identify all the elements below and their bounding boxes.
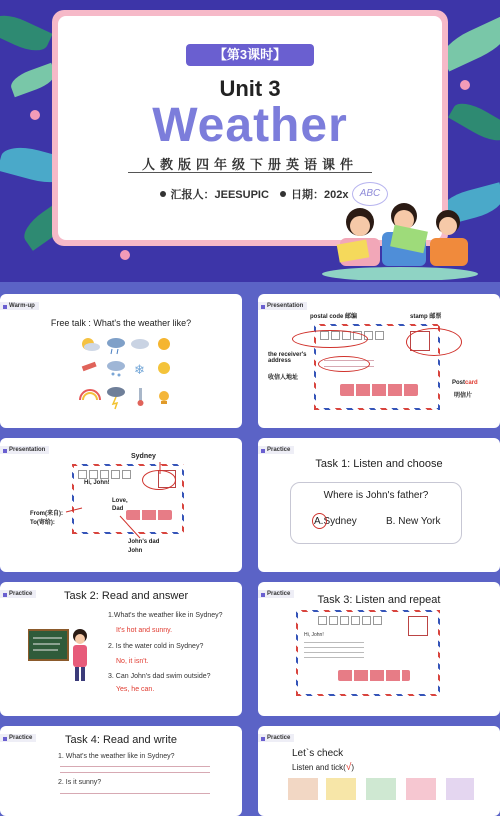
postcard-envelope [296,610,440,696]
postcard-label-suffix: card [465,380,478,386]
tick-icon: √ [345,762,352,773]
letter-line [304,652,364,653]
slide-tag: Practice [258,446,294,454]
stamp-label: stamp 邮票 [410,314,442,320]
stamp-highlight [406,328,462,356]
speech-bubble: ABC [352,182,388,206]
postcard-cn: 明信片 [454,393,473,399]
letter-line [304,657,364,658]
rain-icon [107,338,125,354]
lesson-badge: 【第3课时】 [186,44,314,66]
answer-3: Yes, he can. [116,686,155,693]
windsock-icon [82,362,97,371]
slide-tag: Practice [0,734,36,742]
slide-warmup [0,294,242,428]
cloud-icon [131,339,149,349]
pointer-arrows [0,438,242,572]
option-b[interactable]: B. New York [386,516,441,527]
from-label: From(来自): [30,511,63,517]
rainbow-icon [80,390,100,400]
dad-text: Dad [112,506,124,512]
address-highlight [318,356,370,372]
postcard-label [452,380,478,386]
slide-title: Task 3: Listen and repeat [317,594,441,606]
johns-dad-label: John's dad [128,539,160,545]
slide-presentation-postcard [258,294,500,428]
option-a[interactable]: A.Sydney [314,516,357,527]
weather-icons-grid [78,334,174,414]
cover-hero [0,0,500,282]
snowflake-icon [134,362,145,377]
question-1: 1.What's the weather like in Sydney? [108,612,223,619]
slide-tag: Practice [258,734,294,742]
postal-code-label: postal code 邮编 [310,314,358,320]
slide-practice-task1 [258,438,500,572]
answer-2: No, it isn't. [116,658,149,665]
flower-decoration [120,250,130,260]
question-2: 2. Is the water cold in Sydney? [108,643,204,650]
date-text: 日期：202x [291,189,349,201]
unit-label: Unit 3 [219,76,281,101]
reading-kids-illustration [320,196,480,280]
slide-practice-task2 [0,582,242,716]
receiver-address-cn: 收信人地址 [268,375,299,381]
answer-line[interactable] [60,793,210,794]
question-2: 2. Is it sunny? [58,779,102,786]
slide-tag: Presentation [258,302,307,310]
answer-1: It's hot and sunny. [116,627,173,634]
slide-lets-check [258,726,500,816]
slide-title: Task 2: Read and answer [64,590,189,602]
answer-line[interactable] [60,772,210,773]
slide-presentation-sydney [0,438,242,572]
slide-title: Task 1: Listen and choose [315,458,443,470]
thermometer-icon [138,388,144,406]
answer-circle [312,513,327,529]
stamp-box [408,616,428,636]
slide-practice-task3 [258,582,500,716]
slide-tag: Presentation [0,446,49,454]
postal-code-boxes [318,616,382,625]
subtitle: 人教版四年级下册英语课件 [141,157,358,172]
question-text: Where is John's father? [323,490,429,501]
receiver-address-label: the receiver's address [268,352,307,364]
svg-text:❄: ❄ [134,362,145,377]
question-1: 1. What's the weather like in Sydney? [58,753,175,760]
reporter-text: 汇报人：JEESUPIC [170,189,269,201]
train-illustration [340,384,418,396]
question-3: 3. Can John's dad swim outside? [108,673,211,680]
letter-line [304,642,364,643]
storm-icon [107,387,125,409]
slide-tag: Warm-up [0,302,39,310]
greeting-text: Hi, John! [84,480,110,486]
greeting-text: Hi, John! [304,632,324,638]
sun-cloud-icon [82,338,100,351]
slide-tag: Practice [258,590,294,598]
snow-icon [107,361,125,377]
slide-practice-task4 [0,726,242,816]
page-title: Weather [152,99,348,152]
bullet-icon [160,191,166,197]
letter-line [304,647,364,648]
slide-tag: Practice [0,590,36,598]
train-illustration [338,670,410,681]
picture-options-strip [286,776,476,800]
slide-title: Task 4: Read and write [65,734,177,746]
slide-title: Let`s check [292,748,344,759]
postal-code-highlight [292,330,368,348]
sun-icon [158,338,170,350]
instruction-close: ) [351,763,354,772]
slide-title: Free talk : What's the weather like? [50,318,192,328]
teacher-chalkboard-illustration [28,622,94,684]
to-label: To(寄给): [30,520,55,526]
leaf-decoration [0,9,53,58]
instruction-text [292,762,354,773]
instruction-label: Listen and tick( [292,763,346,772]
postcard-label-prefix: Post [452,380,466,386]
sun-lamp-icon [159,391,169,404]
john-label: John [128,548,143,554]
sun-bright-icon [158,362,170,374]
love-text: Love, [112,498,128,504]
sydney-label: Sydney [131,453,156,460]
bullet-icon [280,191,286,197]
subtitle-underline [128,172,372,173]
answer-line[interactable] [60,766,210,767]
